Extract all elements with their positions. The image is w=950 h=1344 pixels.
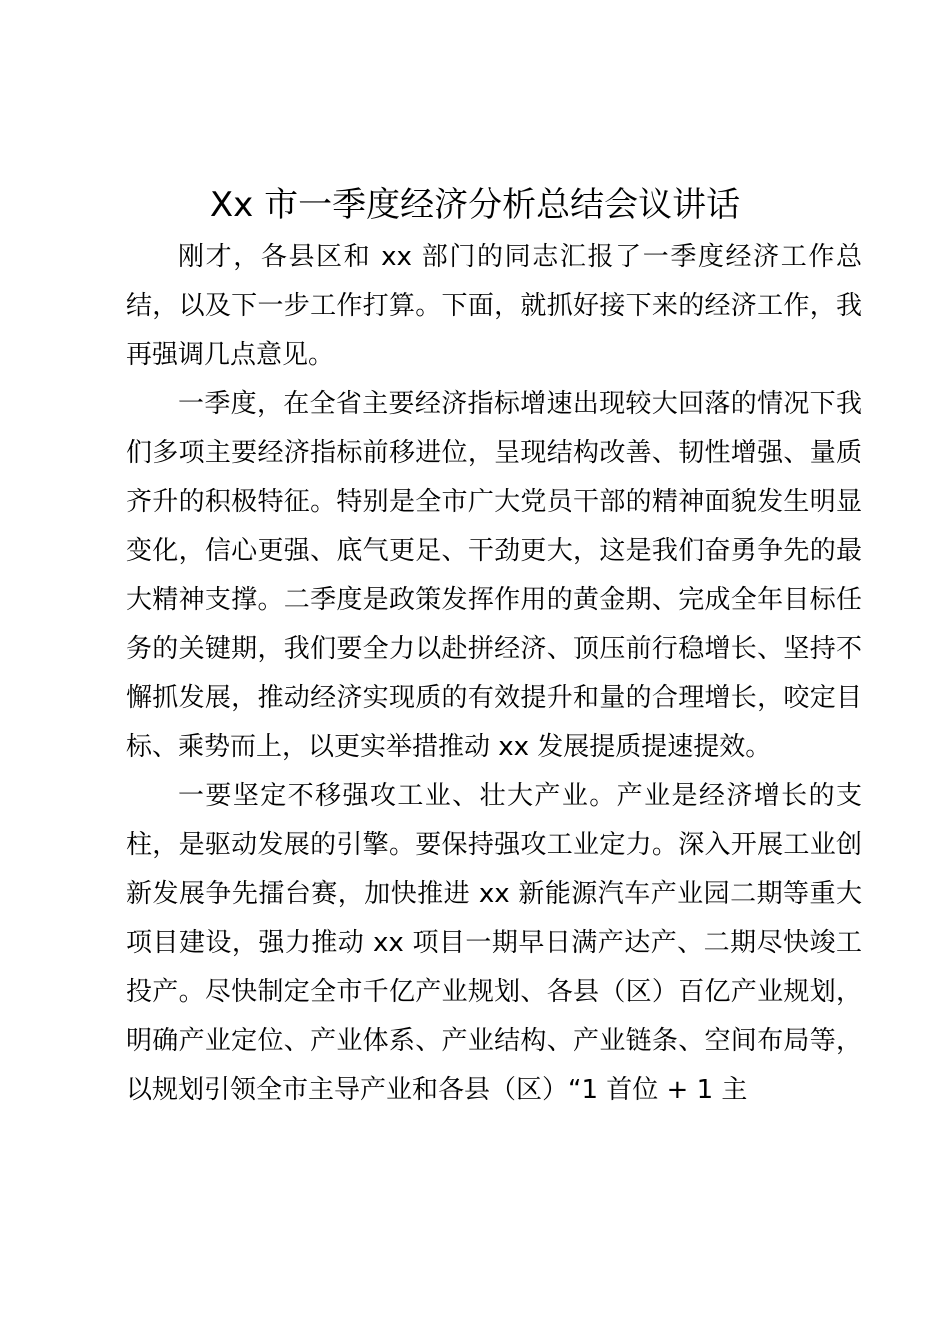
paragraph-industry: 一要坚定不移强攻工业、壮大产业。产业是经济增长的支柱，是驱动发展的引擎。要保持强攻工业定力。深入开展工业创新发展争先擂台赛，加快推进 xx 新能源汽车产业园二期等重大项目建设，强力推动 xx 项目一期早日满产达产、二期尽快竣工投产。尽快制定全市千亿产业规划、各县（区）百亿产业规划，明确产业定位、产业体系、产业结构、产业链条、空间布局等，以规划引领全市主导产业和各县（区）“1 首位 + 1 主 [126, 781, 862, 1105]
document-title: Xx 市一季度经济分析总结会议讲话 [209, 185, 741, 225]
paragraph-intro: 刚才，各县区和 xx 部门的同志汇报了一季度经济工作总结，以及下一步工作打算。下面，就抓好接下来的经济工作，我再强调几点意见。 [126, 242, 862, 370]
document-body [126, 233, 862, 1115]
paragraph-first-quarter: 一季度，在全省主要经济指标增速出现较大回落的情况下我们多项主要经济指标前移进位，呈现结构改善、韧性增强、量质齐升的积极特征。特别是全市广大党员干部的精神面貌发生明显变化，信心更强、底气更足、干劲更大，这是我们奋勇争先的最大精神支撑。二季度是政策发挥作用的黄金期、完成全年目标任务的关键期，我们要全力以赴拼经济、顶压前行稳增长、坚持不懈抓发展，推动经济实现质的有效提升和量的合理增长，咬定目标、乘势而上，以更实举措推动 xx 发展提质提速提效。 [126, 389, 862, 762]
